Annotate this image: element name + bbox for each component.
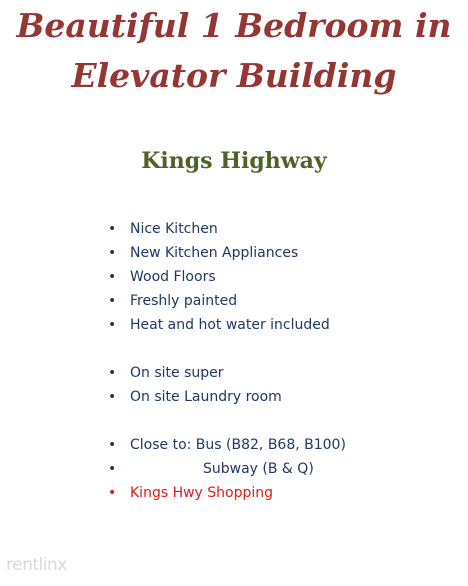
list-item-text: Kings Hwy Shopping: [130, 485, 274, 501]
watermark-logo: rentlinx: [6, 555, 67, 575]
subtitle: Kings Highway: [141, 148, 327, 174]
bullet-icon: •: [108, 245, 117, 261]
list-item: [108, 313, 448, 337]
title-line-2: Elevator Building: [71, 56, 397, 95]
bullet-icon: •: [108, 221, 117, 237]
list-item-text: Subway (B & Q): [203, 461, 314, 477]
list-item-text: Close to: Bus (B82, B68, B100): [130, 437, 346, 453]
list-item: [108, 361, 448, 385]
title-line-1: Beautiful 1 Bedroom in: [16, 6, 452, 45]
list-item-text: Freshly painted: [130, 293, 238, 309]
bullet-icon: •: [108, 317, 117, 333]
list-item-highlight: [108, 481, 448, 505]
list-item-text: Wood Floors: [130, 269, 216, 285]
list-item: [108, 457, 448, 481]
list-item: [108, 289, 448, 313]
bullet-icon: •: [108, 461, 117, 477]
bullet-icon: •: [108, 365, 117, 381]
list-spacer: [108, 337, 448, 361]
list-item-text: Heat and hot water included: [130, 317, 330, 333]
list-item: [108, 385, 448, 409]
list-item-text: Nice Kitchen: [130, 221, 218, 237]
list-item: [108, 433, 448, 457]
feature-list: [108, 217, 448, 505]
bullet-icon: •: [108, 269, 117, 285]
list-item-text: On site Laundry room: [130, 389, 282, 405]
list-spacer: [108, 409, 448, 433]
list-item: [108, 265, 448, 289]
bullet-icon: •: [108, 437, 117, 453]
bullet-icon: •: [108, 485, 117, 501]
list-item: [108, 241, 448, 265]
bullet-icon: •: [108, 293, 117, 309]
bullet-icon: •: [108, 389, 117, 405]
list-item-text: On site super: [130, 365, 224, 381]
list-item: [108, 217, 448, 241]
list-item-text: New Kitchen Appliances: [130, 245, 299, 261]
